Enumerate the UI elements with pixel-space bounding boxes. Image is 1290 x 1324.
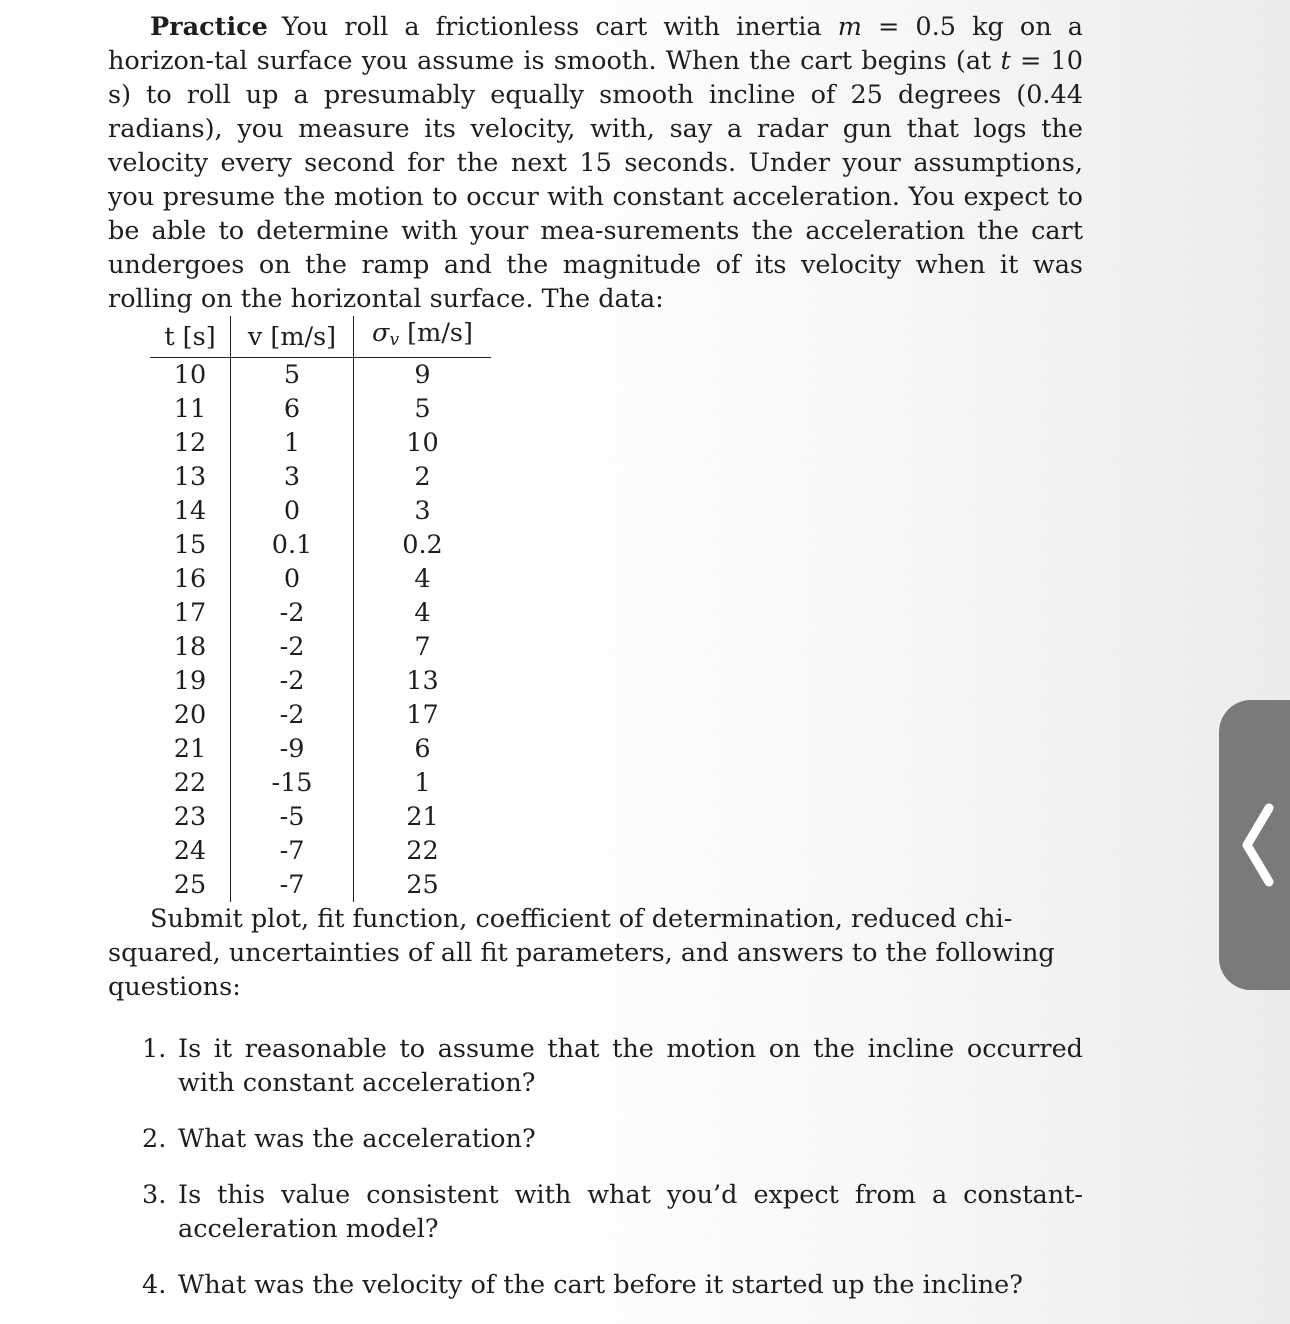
table-row <box>150 868 491 902</box>
table-header-row <box>150 316 491 358</box>
cell-time: 14 <box>150 494 231 528</box>
question-number: 3. <box>142 1180 167 1210</box>
sigma-symbol: σ <box>372 318 390 348</box>
cell-time: 24 <box>150 834 231 868</box>
table-row <box>150 766 491 800</box>
cell-time: 23 <box>150 800 231 834</box>
cell-time: 15 <box>150 528 231 562</box>
cell-time: 19 <box>150 664 231 698</box>
cell-time: 10 <box>150 358 231 393</box>
header-time: t [s] <box>150 316 231 358</box>
submit-paragraph: Submit plot, fit function, coefficient of determination, reduced chi-squared, uncertainties of all fit parameters, and answers to the following questions: <box>108 904 1055 1002</box>
cell-time: 16 <box>150 562 231 596</box>
question-number: 1. <box>142 1034 167 1064</box>
cell-velocity: -2 <box>231 630 354 664</box>
data-table <box>150 316 491 902</box>
mass-variable: m <box>837 12 862 42</box>
cell-sigma: 9 <box>414 360 431 390</box>
table-row <box>150 562 491 596</box>
cell-sigma: 25 <box>406 870 439 900</box>
question-text: Is this value consistent with what you’d expect from a constant-acceleration model? <box>178 1180 1083 1244</box>
question-text: What was the velocity of the cart before it started up the incline? <box>178 1270 1023 1300</box>
cell-velocity: 0.1 <box>231 528 354 562</box>
table-row <box>150 426 491 460</box>
cell-time: 22 <box>150 766 231 800</box>
cell-sigma: 10 <box>406 428 439 458</box>
cell-velocity: -5 <box>231 800 354 834</box>
cell-sigma: 22 <box>406 836 439 866</box>
table-row <box>150 698 491 732</box>
cell-sigma: 5 <box>414 394 431 424</box>
cell-velocity: 3 <box>231 460 354 494</box>
header-sigma <box>354 316 492 358</box>
problem-mass-text: = 0.5 kg on a horizon-tal surface you assume is smooth. When the cart begins (at <box>108 12 1083 76</box>
cell-sigma: 6 <box>414 734 431 764</box>
chevron-left-icon <box>1237 800 1277 890</box>
table-row <box>150 732 491 766</box>
cell-time: 13 <box>150 460 231 494</box>
table-row <box>150 596 491 630</box>
side-panel-tab[interactable] <box>1219 700 1290 990</box>
question-item <box>108 1122 1083 1156</box>
table-row <box>150 800 491 834</box>
table-row <box>150 630 491 664</box>
cell-sigma: 0.2 <box>402 530 443 560</box>
cell-velocity: -15 <box>231 766 354 800</box>
cell-time: 18 <box>150 630 231 664</box>
cell-velocity: -7 <box>231 834 354 868</box>
cell-velocity: 1 <box>231 426 354 460</box>
cell-sigma: 3 <box>414 496 431 526</box>
table-row <box>150 392 491 426</box>
cell-velocity: 5 <box>231 358 354 393</box>
question-item <box>108 1032 1083 1100</box>
cell-time: 17 <box>150 596 231 630</box>
cell-time: 21 <box>150 732 231 766</box>
question-text: Is it reasonable to assume that the motion on the incline occurred with constant acceleration? <box>178 1034 1083 1098</box>
cell-time: 20 <box>150 698 231 732</box>
table-row <box>150 664 491 698</box>
cell-velocity: 0 <box>231 494 354 528</box>
table-row <box>150 460 491 494</box>
table-row <box>150 834 491 868</box>
time-variable: t <box>1000 46 1011 76</box>
cell-velocity: -2 <box>231 596 354 630</box>
cell-velocity: -2 <box>231 664 354 698</box>
cell-sigma: 7 <box>414 632 431 662</box>
questions-list <box>108 1032 1083 1302</box>
cell-velocity: -9 <box>231 732 354 766</box>
cell-time: 25 <box>150 868 231 902</box>
question-text: What was the acceleration? <box>178 1124 536 1154</box>
sigma-subscript: v <box>389 330 400 350</box>
table-row <box>150 494 491 528</box>
sigma-unit: [m/s] <box>399 318 473 348</box>
question-number: 2. <box>142 1124 167 1154</box>
table-row <box>150 528 491 562</box>
cell-sigma: 21 <box>406 802 439 832</box>
problem-paragraph <box>108 10 1083 316</box>
cell-velocity: -2 <box>231 698 354 732</box>
problem-heading: Practice <box>150 12 268 42</box>
problem-time-text: = 10 s) to roll up a presumably equally smooth incline of 25 degrees (0.44 radians), you measure its velocity, with, say a radar gun that logs the velocity every second for the next 15 seconds. Under your assumptions, you presume the motion to occur with constant acceleration. You expect to be able to determine with your mea-surements the acceleration the cart undergoes on the ramp and the magnitude of its velocity when it was rolling on the horizontal surface. The data: <box>108 46 1083 314</box>
cell-time: 12 <box>150 426 231 460</box>
problem-intro-text: You roll a frictionless cart with inertia <box>281 12 822 42</box>
cell-velocity: -7 <box>231 868 354 902</box>
table-body <box>150 358 491 903</box>
cell-sigma: 4 <box>414 598 431 628</box>
question-number: 4. <box>142 1270 167 1300</box>
header-velocity: v [m/s] <box>231 316 354 358</box>
cell-sigma: 17 <box>406 700 439 730</box>
cell-sigma: 4 <box>414 564 431 594</box>
question-item <box>108 1178 1083 1246</box>
cell-sigma: 13 <box>406 666 439 696</box>
cell-velocity: 0 <box>231 562 354 596</box>
cell-sigma: 1 <box>414 768 431 798</box>
cell-sigma: 2 <box>414 462 431 492</box>
cell-velocity: 6 <box>231 392 354 426</box>
document-page <box>108 10 1083 1324</box>
question-item <box>108 1268 1083 1302</box>
table-row <box>150 358 491 393</box>
cell-time: 11 <box>150 392 231 426</box>
